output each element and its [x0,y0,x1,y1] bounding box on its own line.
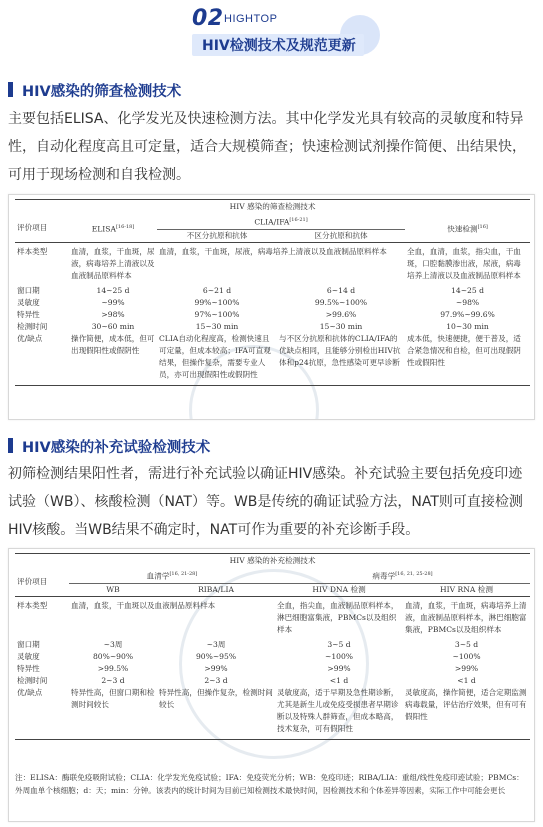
chapter-title: HIV检测技术及规范更新 [202,38,356,54]
column-header-elisa: ELISA[16-18] [69,214,157,242]
table-row: 检测时间 30~60 min 15~30 min 15~30 min 10~30 min [17,321,489,331]
table-row: 灵敏度 80%~90% 90%~95% ~100% ~100% [17,651,481,661]
screening-table-figure [8,194,535,420]
column-header-item: 评价项目 [15,568,69,596]
screening-table [15,199,530,386]
column-header-dna: HIV DNA 检测 [275,583,403,596]
supplementary-table-figure [8,548,535,822]
table-row: 优/缺点 特异性高，但窗口期和检测时间较长 特异性高，但操作复杂，检测时间较长 灵敏度高，适于早期及急性期诊断，尤其是新生儿或免疫受损患者早期诊断以及特殊人群筛查，但成本略高，技术复杂，可有假阳性 灵敏度高，操作简便，适合定期监测病毒载量，评估治疗效果，但有可有假阳性 [15,687,530,740]
table-row: 样本类型 血清，血浆，干血斑以及血液制品原料样本 全血，指尖血，血液制品原料样本，淋巴细胞富集液，PBMCs以及组织样本 血清，血浆，干血斑，病毒培养上清液，血液制品原料样本，淋巴细胞富集液，PBMCs以及组织样本 [17,600,527,634]
table-row: 样本类型 血清，血浆，干血斑，尿液，病毒培养上清液以及血液制品原料样本 血清，血浆，干血斑，尿液，病毒培养上清液以及血液制品原料样本 全血，血清，血浆，指尖血，干血斑，口腔黏膜渗出液，尿液，病毒培养上清液以及血液制品原料样本 [17,246,521,280]
column-header-clia-diff: 区分抗原和抗体 [277,229,405,242]
column-header-wb: WB [69,583,157,596]
section-paragraph-supplementary: 初筛检测结果阳性者，需进行补充试验以确证HIV感染。补充试验主要包括免疫印迹试验（WB）、核酸检测（NAT）等。WB是传统的确证试验方法，NAT则可直接检测HIV核酸。当WB结果不确定时，NAT可作为重要的补充诊断手段。 [8,466,523,538]
column-header-serology: 血清学[16, 21-28] [69,568,275,583]
table-row: 特异性 >99.5% >99% >99% >99% [17,663,479,673]
page-header [0,0,543,64]
section-marker [8,438,13,453]
column-header-rapid: 快速检测[16] [405,214,530,242]
chapter-number: 02 [192,6,224,31]
table-row: 窗口期 14~25 d 6~21 d 6~14 d 14~25 d [17,285,484,295]
column-header-clia: CLIA/IFA[16-21] [157,214,405,229]
table-row: 灵敏度 ~99% 99%~100% 99.5%~100% ~98% [17,297,480,307]
column-header-etiology: 病毒学[16, 21, 25-28] [275,568,530,583]
column-header-item: 评价项目 [15,214,69,242]
column-header-riba: RIBA/LIA [157,583,275,596]
table-note: 注：ELISA：酶联免疫吸附试验；CLIA：化学发光免疫试验；IFA：免疫荧光分析；WB：免疫印迹；RIBA/LIA：重组/线性免疫印迹试验；PBMCs：外周血单个核细胞；d：天；min：分钟。该表内的统计时间为目前已知检测技术最快时间，因检测技术和个体差异等因素，实际工作中可能会更长 [15,773,524,795]
section-paragraph-screening: 主要包括ELISA、化学发光及快速检测方法。其中化学发光具有较高的灵敏度和特异性，自动化程度高且可定量，适合大规模筛查；快速检测试剂操作简便、出结果快，可用于现场检测和自我检测。 [8,111,526,183]
section-marker [8,82,13,97]
section-title: HIV感染的筛查检测技术 [22,84,182,100]
supplementary-table [15,553,530,740]
table-row: 优/缺点 操作简便，成本低，但可出现假阳性或假阴性 CLIA自动化程度高，检测快速且可定量，但成本较高；IFA可直观结果，但操作复杂，需要专业人员，亦可出现假阳性或假阴性 与不区分抗原和抗体的CLIA/IFA的优缺点相同，且能够分别检出HIV抗体和p24抗原，急性感染可更早诊断 成本低，快速便捷，便于普及，适合紧急情况和自检，但可出现假阴性或假阳性 [15,333,530,386]
brand-name: HIGHTOP [224,13,278,25]
column-header-rna: HIV RNA 检测 [403,583,530,596]
table-row: 窗口期 ~3周 ~3周 3~5 d 3~5 d [17,639,479,649]
table-caption: HIV 感染的补充检测技术 [15,554,530,569]
table-row: 特异性 >98% 97%~100% >99.6% 97.9%~99.6% [17,309,495,319]
table-caption: HIV 感染的筛查检测技术 [15,200,530,215]
section-title: HIV感染的补充试验检测技术 [22,440,211,456]
chapter-title-box [192,34,364,56]
column-header-clia-undiff: 不区分抗原和抗体 [157,229,277,242]
table-row: 检测时间 2~3 d 2~3 d <1 d <1 d [17,675,476,685]
